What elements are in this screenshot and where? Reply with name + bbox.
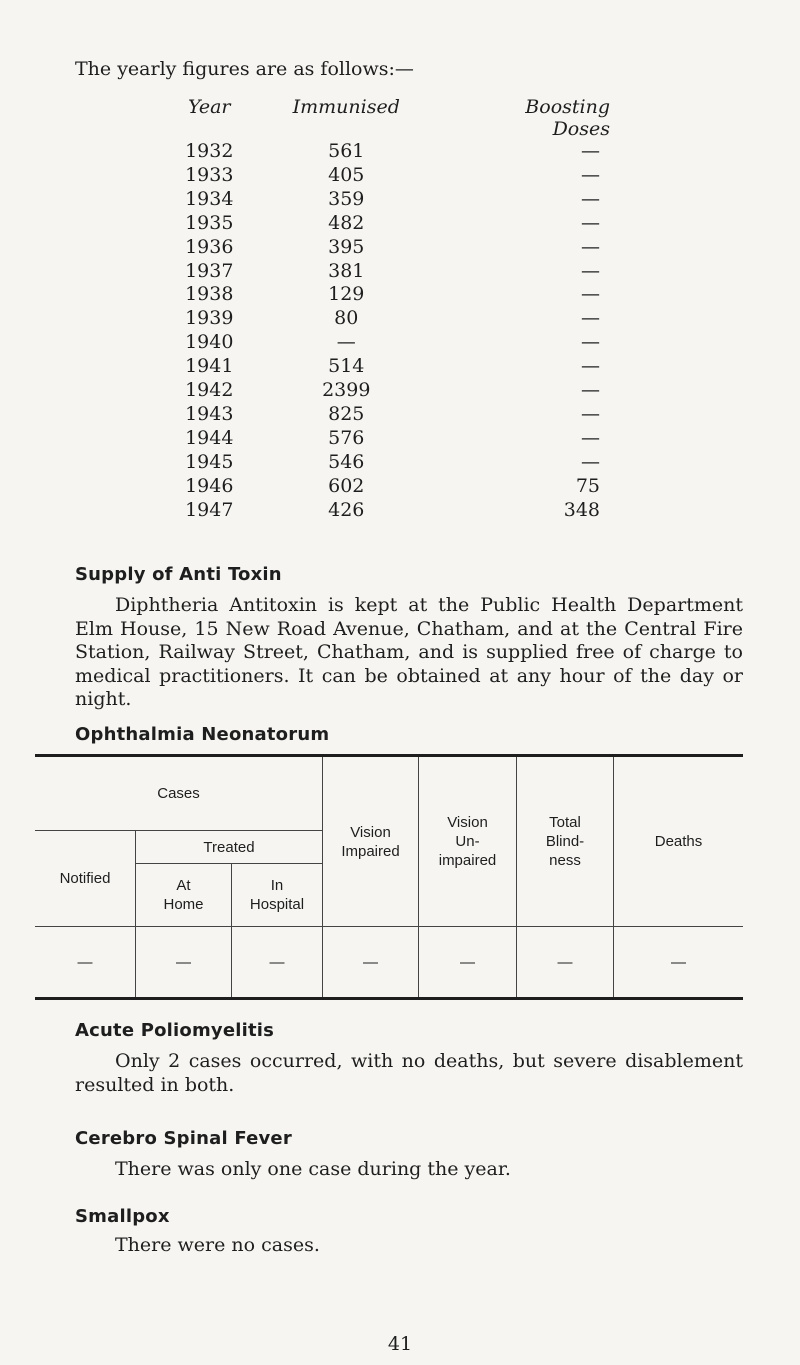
ophthalmia-heading: Ophthalmia Neonatorum	[75, 724, 330, 745]
table-row	[170, 307, 610, 331]
boosting-cell: —	[581, 307, 600, 330]
cerebro-paragraph	[75, 1158, 743, 1182]
year-cell: 1938	[185, 283, 234, 306]
vision-impaired-header	[323, 756, 419, 927]
boosting-label: Boosting	[525, 96, 610, 118]
antitoxin-text: Diphtheria Antitoxin is kept at the Public Health Department Elm House, 15 New Road Avenue, Chatham, and at the Central Fire Station, Railway Street, Chatham, and is supplied free of charge to medical practitioners. It can be obtained at any hour of the day or night.	[75, 594, 743, 710]
table-row	[170, 283, 610, 307]
table-row	[170, 236, 610, 260]
polio-paragraph	[75, 1050, 743, 1097]
header-text: At	[176, 877, 191, 894]
immunised-cell: 602	[328, 474, 365, 497]
doses-label: Doses	[552, 118, 610, 140]
antitoxin-heading: Supply of Anti Toxin	[75, 564, 282, 585]
intro-text: The yearly figures are as follows:—	[75, 58, 414, 80]
year-cell: 1936	[185, 235, 234, 258]
year-cell: 1942	[185, 379, 234, 402]
year-cell: 1943	[185, 402, 234, 425]
notified-cell: —	[35, 927, 136, 999]
table-row	[170, 212, 610, 236]
year-cell: 1940	[185, 331, 234, 354]
immunised-cell: 405	[328, 163, 365, 186]
immunised-cell: 129	[328, 283, 365, 306]
immunised-cell: 359	[328, 187, 365, 210]
year-cell: 1935	[185, 211, 234, 234]
boosting-cell: —	[581, 140, 600, 162]
vision-impaired-cell: —	[323, 927, 419, 999]
table-header-row	[35, 756, 743, 831]
antitoxin-paragraph	[75, 594, 743, 712]
immunised-cell: 395	[328, 235, 365, 258]
year-cell: 1932	[185, 140, 234, 162]
table-row	[35, 927, 743, 999]
treated-header: Treated	[136, 831, 323, 864]
immunised-cell: 561	[328, 140, 365, 162]
table-row	[170, 379, 610, 403]
boosting-cell: —	[581, 450, 600, 473]
vision-unimpaired-cell: —	[419, 927, 517, 999]
year-cell: 1946	[185, 474, 234, 497]
boosting-cell: 75	[575, 474, 600, 497]
notified-header: Notified	[35, 831, 136, 927]
cerebro-heading: Cerebro Spinal Fever	[75, 1128, 292, 1149]
boosting-cell: —	[581, 379, 600, 402]
in-hospital-cell: —	[232, 927, 323, 999]
year-cell: 1945	[185, 450, 234, 473]
boosting-cell: 348	[563, 498, 600, 521]
header-text: impaired	[438, 852, 497, 869]
header-text: Vision	[350, 823, 391, 841]
cerebro-text: There was only one case during the year.	[115, 1158, 511, 1180]
ophthalmia-table	[35, 754, 743, 1000]
boosting-doses-header	[444, 96, 610, 140]
boosting-cell: —	[581, 235, 600, 258]
table-row	[170, 164, 610, 188]
immunised-cell: 482	[328, 211, 365, 234]
header-text: Home	[163, 896, 204, 913]
polio-text: Only 2 cases occurred, with no deaths, but severe disablement resulted in both.	[75, 1050, 743, 1096]
boosting-cell: —	[581, 426, 600, 449]
polio-heading: Acute Poliomyelitis	[75, 1020, 275, 1041]
year-cell: 1934	[185, 187, 234, 210]
immunised-cell: 426	[328, 498, 365, 521]
table-row	[170, 140, 610, 164]
table-row	[170, 188, 610, 212]
immunised-cell: 2399	[322, 379, 371, 402]
immunised-cell: 576	[328, 426, 365, 449]
yearly-figures-table	[170, 96, 610, 523]
deaths-header: Deaths	[614, 756, 744, 927]
header-text: Hospital	[249, 896, 305, 913]
table-row	[170, 403, 610, 427]
immunised-cell: 825	[328, 402, 365, 425]
table-row	[170, 260, 610, 284]
total-blindness-cell: —	[517, 927, 614, 999]
boosting-cell: —	[581, 402, 600, 425]
boosting-cell: —	[581, 163, 600, 186]
year-header: Year	[187, 96, 231, 118]
header-text: Blind-	[545, 833, 585, 850]
boosting-cell: —	[581, 355, 600, 378]
smallpox-heading: Smallpox	[75, 1206, 170, 1227]
deaths-cell: —	[614, 927, 744, 999]
header-text: In	[270, 877, 284, 894]
header-text: Total	[549, 814, 581, 831]
smallpox-text: There were no cases.	[115, 1234, 320, 1256]
boosting-cell: —	[581, 211, 600, 234]
boosting-cell: —	[581, 187, 600, 210]
header-text: ness	[549, 852, 581, 869]
year-cell: 1941	[185, 355, 234, 378]
immunised-cell: 514	[328, 355, 365, 378]
in-hospital-header	[232, 864, 323, 927]
vision-unimpaired-header	[419, 756, 517, 927]
page-number: 41	[387, 1333, 413, 1355]
immunised-cell: —	[336, 331, 356, 354]
year-cell: 1944	[185, 426, 234, 449]
immunised-cell: 381	[328, 259, 365, 282]
table-header-row	[170, 96, 610, 140]
smallpox-paragraph	[75, 1234, 743, 1258]
total-blindness-header	[517, 756, 614, 927]
year-cell: 1939	[185, 307, 234, 330]
cases-header: Cases	[35, 756, 323, 831]
boosting-cell: —	[581, 331, 600, 354]
at-home-header	[136, 864, 232, 927]
immunised-header: Immunised	[292, 96, 400, 118]
year-cell: 1947	[185, 498, 234, 521]
table-row	[170, 451, 610, 475]
boosting-cell: —	[581, 283, 600, 306]
header-text: Impaired	[341, 842, 400, 860]
header-text: Vision	[447, 814, 488, 831]
table-row	[170, 499, 610, 523]
table-row	[170, 475, 610, 499]
immunised-cell: 80	[334, 307, 359, 330]
year-cell: 1937	[185, 259, 234, 282]
immunised-cell: 546	[328, 450, 365, 473]
table-row	[170, 331, 610, 355]
table-row	[170, 427, 610, 451]
at-home-cell: —	[136, 927, 232, 999]
boosting-cell: —	[581, 259, 600, 282]
header-text: Un-	[455, 833, 480, 850]
table-row	[170, 355, 610, 379]
year-cell: 1933	[185, 163, 234, 186]
